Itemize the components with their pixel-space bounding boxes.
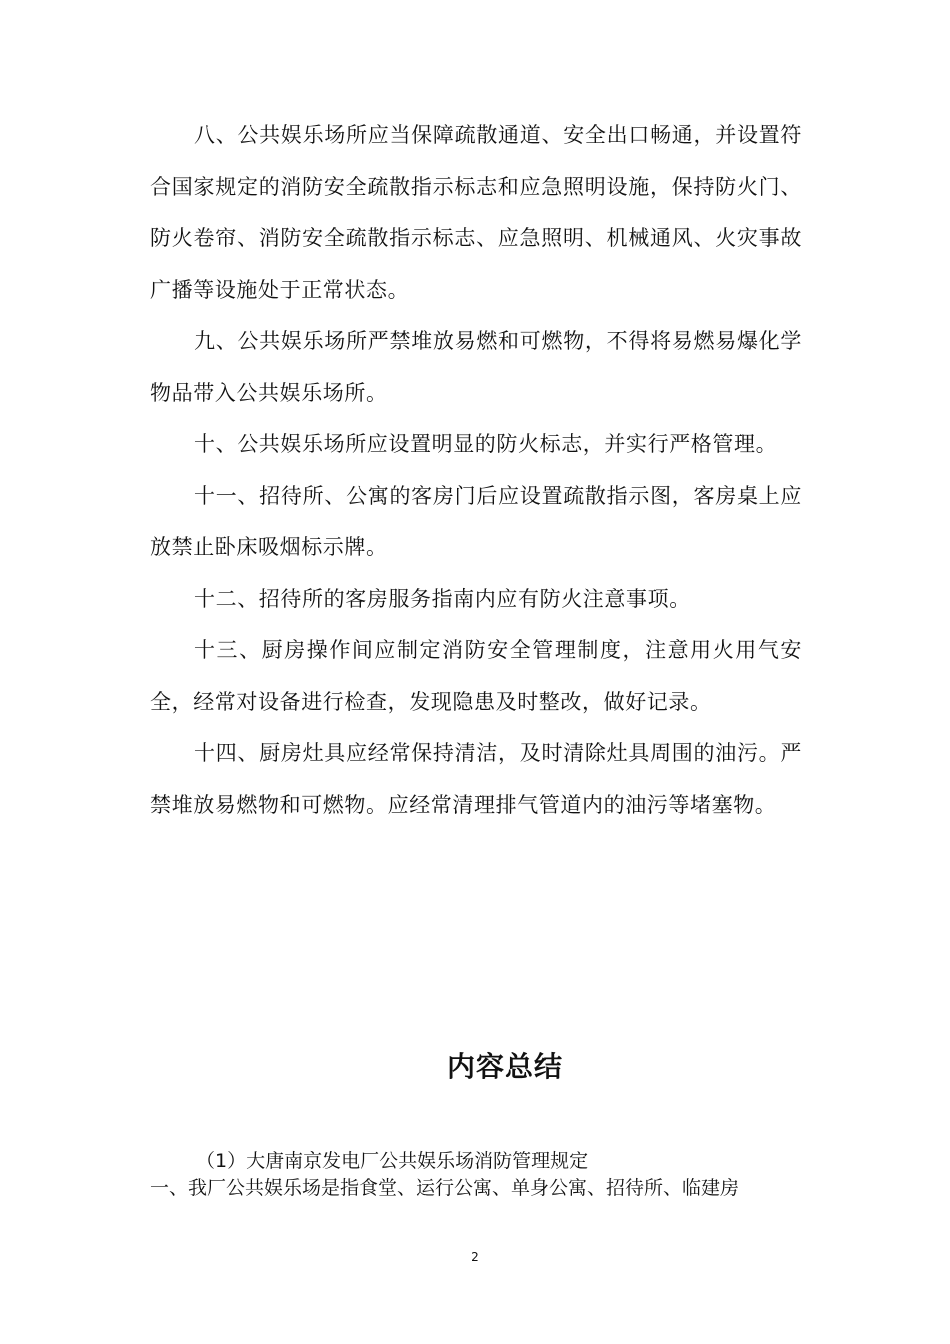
paragraph-11: 十一、招待所、公寓的客房门后应设置疏散指示图，客房桌上应放禁止卧床吸烟标示牌。 <box>150 483 802 559</box>
paragraph-13: 十三、厨房操作间应制定消防安全管理制度，注意用火用气安全，经常对设备进行检查，发现隐患及时整改，做好记录。 <box>150 638 802 714</box>
paragraph-10: 十、公共娱乐场所应设置明显的防火标志，并实行严格管理。 <box>194 432 778 456</box>
summary-source-line: （1）大唐南京发电厂公共娱乐场消防管理规定 <box>196 1150 589 1172</box>
summary-title: 内容总结 <box>446 1050 563 1083</box>
paragraph-9: 九、公共娱乐场所严禁堆放易燃和可燃物，不得将易燃易爆化学物品带入公共娱乐场所。 <box>150 329 802 405</box>
summary-text <box>150 1148 810 1202</box>
paragraph-12: 十二、招待所的客房服务指南内应有防火注意事项。 <box>194 586 691 611</box>
paragraph-14: 十四、厨房灶具应经常保持清洁，及时清除灶具周围的油污。严禁堆放易燃物和可燃物。应经常清理排气管道内的油污等堵塞物。 <box>150 741 802 817</box>
paragraph-8: 八、公共娱乐场所应当保障疏散通道、安全出口畅通，并设置符合国家规定的消防安全疏散指示标志和应急照明设施，保持防火门、防火卷帘、消防安全疏散指示标志、应急照明、机械通风、火灾事故广播等设施处于正常状态。 <box>150 123 802 302</box>
page-number: 2 <box>471 1250 479 1264</box>
regulation-body <box>150 110 802 831</box>
summary-first-line: 一、我厂公共娱乐场是指食堂、运行公寓、单身公寓、招待所、临建房 <box>150 1177 740 1199</box>
